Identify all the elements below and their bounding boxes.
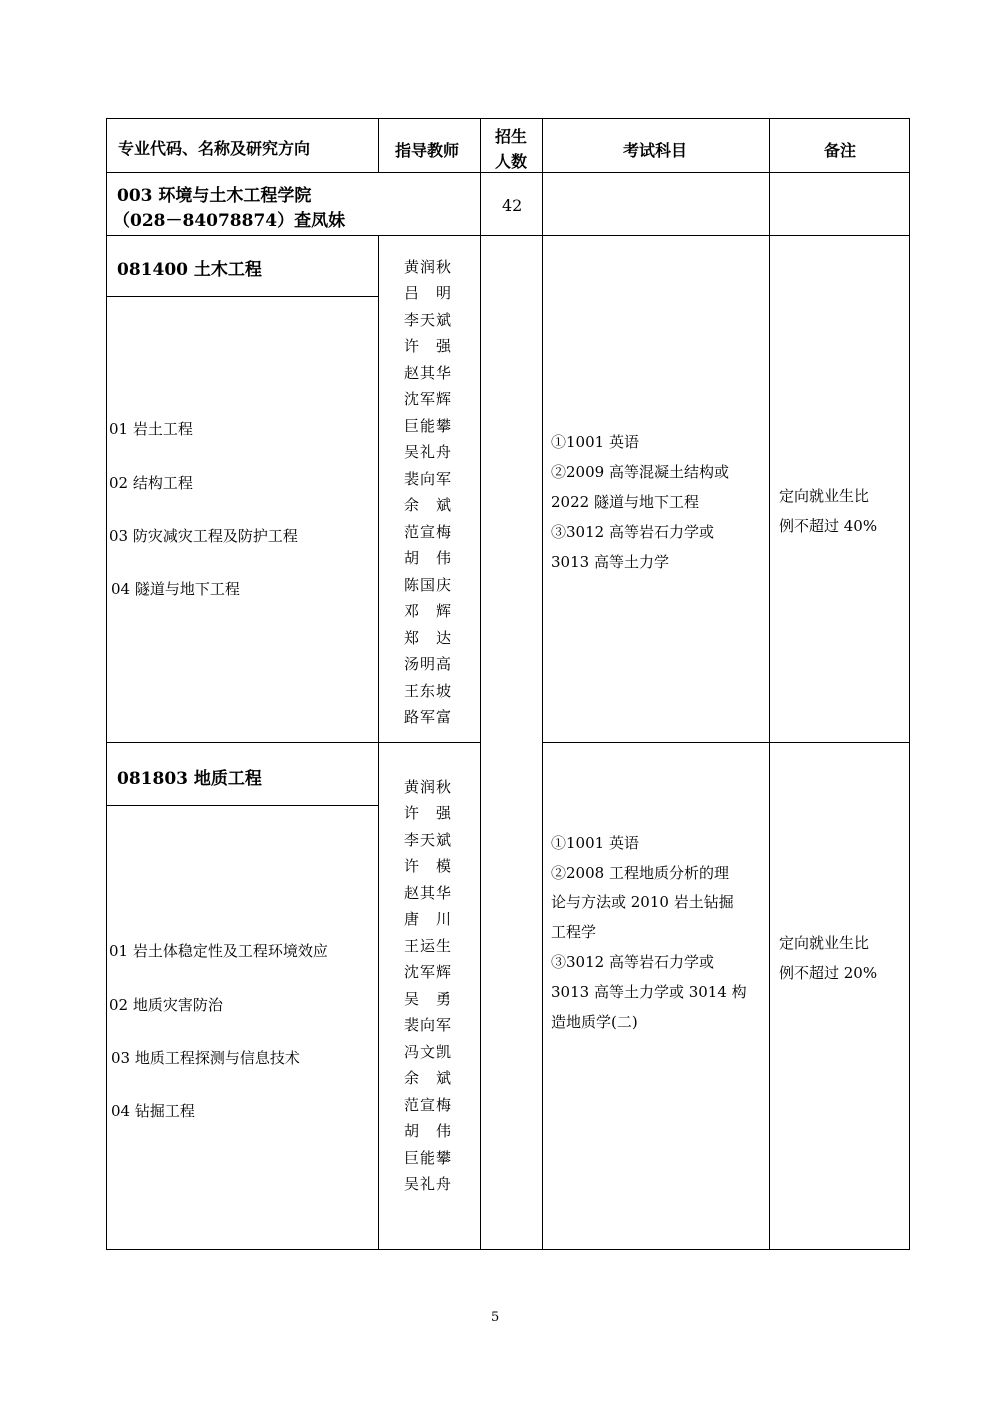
major1-advisor: 裴向军 [404, 470, 453, 488]
major1-code-name: 081400 土木工程 [117, 260, 262, 280]
major2-advisor: 胡 伟 [404, 1122, 453, 1140]
header-enroll-line1: 招生 [495, 127, 528, 146]
header-enroll-line2: 人数 [495, 152, 528, 171]
major1-advisor: 邓 辉 [404, 602, 453, 620]
col-divider-remark [769, 118, 770, 1250]
major2-advisor: 李天斌 [404, 831, 453, 849]
college-enrollment: 42 [502, 196, 523, 215]
major-divider-right [542, 742, 910, 743]
major2-exam-line: 造地质学(二) [551, 1013, 638, 1031]
major1-advisor: 黄润秋 [404, 258, 453, 276]
major1-advisor: 许 强 [404, 337, 453, 355]
major2-advisor: 沈军辉 [404, 963, 453, 981]
major2-advisor: 余 斌 [404, 1069, 453, 1087]
major1-advisor: 汤明高 [404, 655, 453, 673]
major1-advisor: 吴礼舟 [404, 443, 453, 461]
major2-advisor: 裴向军 [404, 1016, 453, 1034]
major1-advisor: 余 斌 [404, 496, 453, 514]
col-divider-exam [542, 118, 543, 1250]
major2-remark-line: 例不超过 20% [779, 964, 878, 982]
major1-advisor: 郑 达 [404, 629, 453, 647]
major2-exam-line: 工程学 [551, 923, 597, 941]
major2-direction: 01 岩土体稳定性及工程环境效应 [109, 942, 328, 960]
col-divider-advisor [378, 235, 379, 1250]
major2-exam-line: ②2008 工程地质分析的理 [551, 864, 729, 882]
major1-advisor: 王东坡 [404, 682, 453, 700]
major1-exam-line: ②2009 高等混凝土结构或 [551, 463, 729, 481]
major1-advisor: 路军富 [404, 708, 453, 726]
major2-direction: 02 地质灾害防治 [109, 996, 223, 1014]
major2-advisor: 黄润秋 [404, 778, 453, 796]
major1-advisor: 赵其华 [404, 364, 453, 382]
table-border-left [106, 118, 107, 1250]
major1-remark-line: 定向就业生比 [779, 487, 870, 505]
major1-name-divider [106, 296, 378, 297]
table-border-top [106, 118, 910, 119]
major2-direction: 03 地质工程探测与信息技术 [111, 1049, 300, 1067]
major2-advisor: 王运生 [404, 937, 453, 955]
page-number: 5 [491, 1310, 500, 1325]
major2-advisor: 唐 川 [404, 910, 453, 928]
major1-advisor: 范宣梅 [404, 523, 453, 541]
major2-advisor: 冯文凯 [404, 1043, 453, 1061]
major1-advisor: 巨能攀 [404, 417, 453, 435]
major2-advisor: 范宣梅 [404, 1096, 453, 1114]
major1-advisor: 陈国庆 [404, 576, 453, 594]
col-divider-enroll [480, 118, 481, 1250]
major2-advisor: 许 模 [404, 857, 453, 875]
major2-advisor: 赵其华 [404, 884, 453, 902]
major2-exam-line: 3013 高等土力学或 3014 构 [551, 983, 747, 1001]
major1-exam-line: 2022 隧道与地下工程 [551, 493, 699, 511]
major2-exam-line: ③3012 高等岩石力学或 [551, 953, 714, 971]
major2-advisor: 吴 勇 [404, 990, 453, 1008]
header-exam: 考试科目 [623, 141, 688, 160]
major2-name-divider [106, 805, 378, 806]
major-divider-left [106, 742, 480, 743]
major2-remark-line: 定向就业生比 [779, 934, 870, 952]
major2-advisor: 许 强 [404, 804, 453, 822]
college-divider [106, 235, 910, 236]
major1-exam-line: ①1001 英语 [551, 433, 639, 451]
major1-remark-line: 例不超过 40% [779, 517, 878, 535]
major1-advisor: 沈军辉 [404, 390, 453, 408]
major1-direction: 03 防灾减灾工程及防护工程 [109, 527, 298, 545]
table-border-bottom [106, 1249, 910, 1250]
major1-exam-line: ③3012 高等岩石力学或 [551, 523, 714, 541]
header-major: 专业代码、名称及研究方向 [118, 139, 311, 158]
header-remark: 备注 [824, 141, 857, 160]
header-advisor: 指导教师 [395, 141, 460, 160]
major1-advisor: 胡 伟 [404, 549, 453, 567]
major2-code-name: 081803 地质工程 [117, 769, 262, 789]
major2-advisor: 巨能攀 [404, 1149, 453, 1167]
major1-advisor: 李天斌 [404, 311, 453, 329]
table-border-right [909, 118, 910, 1250]
major2-advisor: 吴礼舟 [404, 1175, 453, 1193]
college-name: 003 环境与土木工程学院 [117, 186, 312, 206]
major1-direction: 04 隧道与地下工程 [111, 580, 240, 598]
col-divider-advisor-header [378, 118, 379, 173]
major2-exam-line: 论与方法或 2010 岩土钻掘 [551, 893, 734, 911]
header-divider [106, 172, 910, 173]
major2-exam-line: ①1001 英语 [551, 834, 639, 852]
college-contact: （028－84078874）查凤妹 [113, 211, 346, 231]
major1-direction: 02 结构工程 [109, 474, 193, 492]
major2-direction: 04 钻掘工程 [111, 1102, 195, 1120]
major1-direction: 01 岩土工程 [109, 420, 193, 438]
major1-advisor: 吕 明 [404, 284, 453, 302]
major1-exam-line: 3013 高等土力学 [551, 553, 669, 571]
